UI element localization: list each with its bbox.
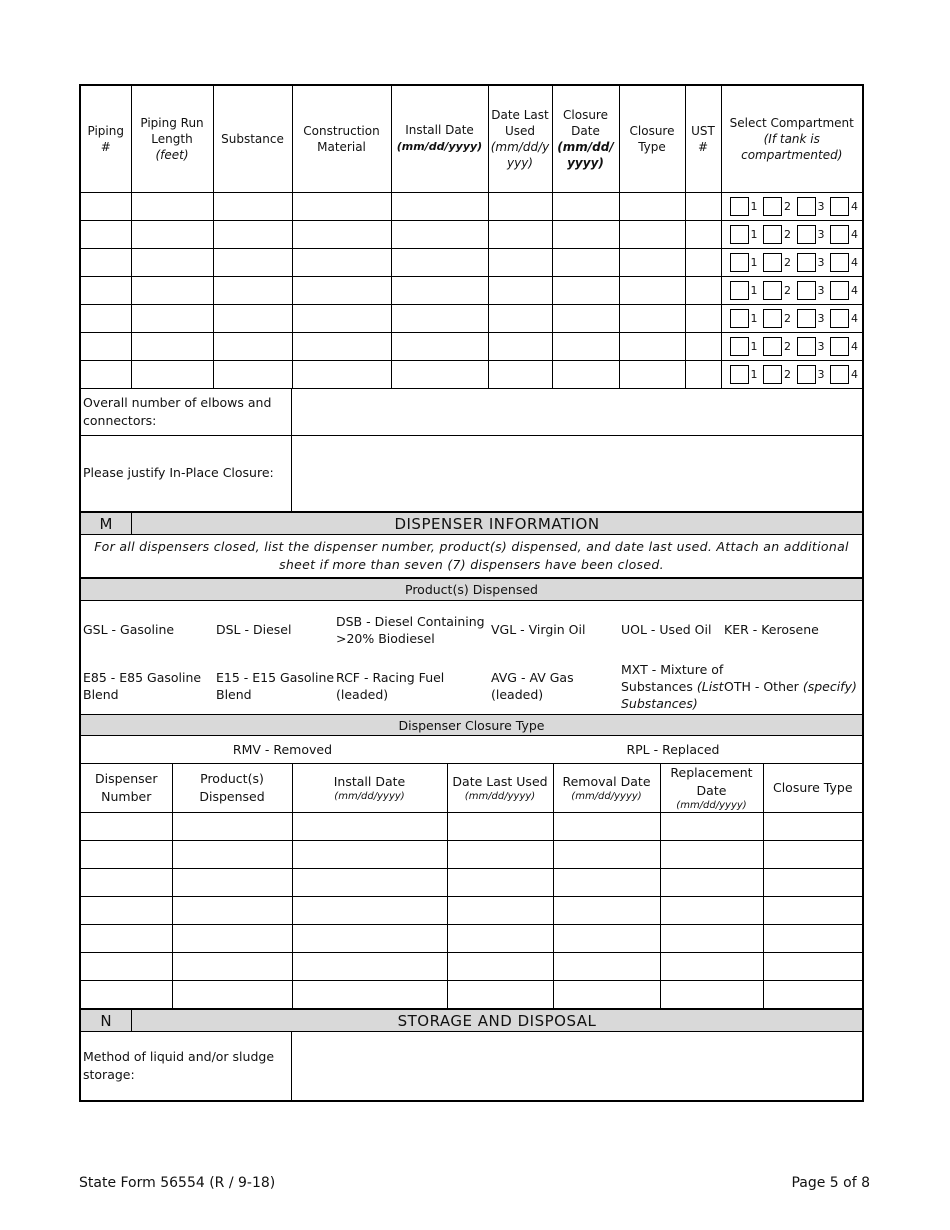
dispenser-row [81, 896, 862, 924]
dispenser-cell[interactable] [172, 980, 292, 1008]
product-code-item [83, 605, 216, 655]
dispenser-row [81, 924, 862, 952]
dispenser-row [81, 980, 862, 1008]
dispenser-header-label: Replacement Date [670, 764, 753, 798]
compartment-checkbox[interactable] [730, 337, 749, 356]
dispenser-row [81, 868, 862, 896]
compartment-checkbox[interactable] [763, 197, 782, 216]
piping-row [81, 192, 862, 220]
closure-type-removed: RMV - Removed [232, 741, 333, 757]
dispenser-header-label: Date Last Used [452, 773, 548, 789]
dispenser-cell[interactable] [763, 896, 862, 924]
compartment-checkbox[interactable] [730, 309, 749, 328]
compartment-checkbox[interactable] [830, 225, 849, 244]
header-closure-date: Closure Date (mm/dd/yyyy) [552, 86, 619, 192]
product-code-item [724, 661, 860, 712]
dispenser-cell[interactable] [553, 980, 660, 1008]
compartment-checkbox[interactable] [797, 309, 816, 328]
compartment-label: 3 [817, 367, 825, 381]
closure-type-cell[interactable] [619, 192, 685, 220]
product-code-item [491, 661, 621, 712]
product-code-item [336, 661, 491, 712]
date-last-used-cell[interactable] [488, 192, 552, 220]
piping-row [81, 304, 862, 332]
compartment-checkbox[interactable] [730, 225, 749, 244]
piping-row [81, 360, 862, 388]
header-closure-type: Closure Type [619, 86, 685, 192]
product-code-item [491, 605, 621, 655]
closure-type-cell[interactable] [619, 276, 685, 304]
construction-material-cell[interactable] [292, 360, 391, 388]
compartment-label: 3 [817, 227, 825, 241]
dispenser-cell[interactable] [447, 952, 553, 980]
dispenser-instructions: For all dispensers closed, list the dispenser number, product(s) dispensed, and date last used. Attach an additional sheet if more than seven (7) dispensers have been closed. [81, 535, 862, 579]
piping-row [81, 276, 862, 304]
closure-type-cell[interactable] [619, 248, 685, 276]
dispenser-cell[interactable] [447, 980, 553, 1008]
compartment-checkbox[interactable] [830, 337, 849, 356]
compartment-cell [721, 304, 862, 332]
dispenser-cell[interactable] [660, 924, 763, 952]
products-heading: Product(s) Dispensed [81, 579, 862, 601]
closure-date-cell[interactable] [552, 360, 619, 388]
product-code-item [216, 661, 336, 712]
piping-row [81, 248, 862, 276]
dispenser-cell[interactable] [292, 896, 447, 924]
dispenser-header-cell [81, 764, 172, 813]
piping-number-cell[interactable] [81, 248, 131, 276]
dispenser-cell[interactable] [763, 868, 862, 896]
piping-number-cell[interactable] [81, 276, 131, 304]
ust-number-cell[interactable] [685, 332, 721, 360]
piping-row [81, 220, 862, 248]
piping-header-row [81, 86, 862, 192]
compartment-label: 1 [750, 227, 758, 241]
substance-cell[interactable] [213, 192, 292, 220]
piping-row [81, 332, 862, 360]
compartment-label: 2 [784, 339, 791, 353]
construction-material-cell[interactable] [292, 332, 391, 360]
compartment-checkbox[interactable] [797, 225, 816, 244]
dispenser-header-format: (mm/dd/yyyy) [676, 799, 747, 811]
compartment-cell [721, 220, 862, 248]
dispenser-cell[interactable] [81, 980, 172, 1008]
compartment-label: 4 [851, 255, 858, 269]
compartment-label: 2 [784, 227, 791, 241]
product-code-text: VGL - Virgin Oil [491, 622, 586, 637]
construction-material-cell[interactable] [292, 192, 391, 220]
dispenser-row [81, 840, 862, 868]
closure-date-cell[interactable] [552, 248, 619, 276]
header-piping-run-length: Piping Run Length (feet) [131, 86, 213, 192]
product-code-text: DSB - Diesel Containing >20% Biodiesel [336, 613, 485, 646]
compartment-cell [721, 332, 862, 360]
compartment-label: 4 [851, 367, 858, 381]
dispenser-cell[interactable] [553, 952, 660, 980]
compartment-label: 1 [750, 367, 758, 381]
dispenser-cell[interactable] [172, 812, 292, 840]
closure-date-cell[interactable] [552, 220, 619, 248]
dispenser-cell[interactable] [81, 924, 172, 952]
dispenser-cell[interactable] [553, 812, 660, 840]
product-code-note: (List Substances) [621, 678, 724, 711]
dispenser-cell[interactable] [553, 896, 660, 924]
compartment-label: 3 [817, 311, 825, 325]
dispenser-cell[interactable] [172, 924, 292, 952]
compartment-label: 4 [851, 339, 858, 353]
dispenser-cell[interactable] [292, 952, 447, 980]
piping-number-cell[interactable] [81, 304, 131, 332]
dispenser-cell[interactable] [660, 840, 763, 868]
justify-row [81, 435, 862, 511]
install-date-cell[interactable] [391, 220, 488, 248]
product-code-item [724, 605, 860, 655]
install-date-cell[interactable] [391, 248, 488, 276]
dispenser-cell[interactable] [172, 896, 292, 924]
section-n-header [81, 1008, 862, 1032]
product-code-item [621, 605, 724, 655]
dispenser-cell[interactable] [660, 980, 763, 1008]
justify-label: Please justify In-Place Closure: [81, 436, 292, 511]
run-length-cell[interactable] [131, 304, 213, 332]
dispenser-cell[interactable] [447, 924, 553, 952]
dispenser-header-label: Closure Type [772, 779, 853, 795]
dispenser-header-format: (mm/dd/yyyy) [571, 790, 642, 802]
compartment-label: 1 [750, 255, 758, 269]
compartment-checkbox[interactable] [797, 197, 816, 216]
closure-type-cell[interactable] [619, 360, 685, 388]
header-date-last-used: Date Last Used (mm/dd/yyyy) [488, 86, 552, 192]
compartment-label: 3 [817, 199, 825, 213]
dispenser-header-label: Removal Date [562, 773, 651, 789]
closure-type-heading: Dispenser Closure Type [81, 714, 862, 736]
run-length-cell[interactable] [131, 360, 213, 388]
dispenser-header-cell [447, 764, 553, 813]
storage-method-field[interactable] [292, 1032, 862, 1100]
compartment-label: 2 [784, 311, 791, 325]
install-date-cell[interactable] [391, 304, 488, 332]
date-last-used-cell[interactable] [488, 360, 552, 388]
piping-number-cell[interactable] [81, 192, 131, 220]
dispenser-header-cell [763, 764, 862, 813]
compartment-label: 4 [851, 199, 858, 213]
date-last-used-cell[interactable] [488, 332, 552, 360]
date-last-used-cell[interactable] [488, 220, 552, 248]
dispenser-cell[interactable] [172, 952, 292, 980]
compartment-cell [721, 248, 862, 276]
compartment-label: 2 [784, 255, 791, 269]
compartment-checkbox[interactable] [763, 365, 782, 384]
dispenser-header-format: (mm/dd/yyyy) [464, 790, 536, 802]
install-date-cell[interactable] [391, 192, 488, 220]
install-date-cell[interactable] [391, 332, 488, 360]
install-date-cell[interactable] [391, 276, 488, 304]
construction-material-cell[interactable] [292, 248, 391, 276]
header-install-date: Install Date (mm/dd/yyyy) [391, 86, 488, 192]
dispenser-cell[interactable] [292, 924, 447, 952]
dispenser-header-row [81, 764, 862, 813]
compartment-label: 3 [817, 255, 825, 269]
piping-number-cell[interactable] [81, 332, 131, 360]
dispenser-header-cell [172, 764, 292, 813]
product-code-text: RCF - Racing Fuel (leaded) [336, 670, 445, 702]
storage-method-row [81, 1032, 862, 1100]
compartment-label: 2 [784, 367, 791, 381]
header-ust-number: UST # [685, 86, 721, 192]
compartment-checkbox[interactable] [763, 253, 782, 272]
page-number: Page 5 of 8 [791, 1175, 870, 1191]
compartment-label: 1 [750, 283, 758, 297]
dispenser-cell[interactable] [292, 868, 447, 896]
compartment-checkbox[interactable] [763, 225, 782, 244]
ust-number-cell[interactable] [685, 248, 721, 276]
dispenser-cell[interactable] [660, 952, 763, 980]
compartment-label: 2 [784, 199, 791, 213]
dispenser-cell[interactable] [763, 924, 862, 952]
ust-number-cell[interactable] [685, 276, 721, 304]
dispenser-header-format: (mm/dd/yyyy) [334, 790, 405, 802]
dispenser-cell[interactable] [172, 868, 292, 896]
justify-field[interactable] [292, 436, 862, 511]
section-m-header [81, 511, 862, 535]
dispenser-cell[interactable] [447, 812, 553, 840]
dispenser-header-cell [660, 764, 763, 813]
storage-method-label: Method of liquid and/or sludge storage: [81, 1032, 292, 1100]
ust-number-cell[interactable] [685, 192, 721, 220]
compartment-checkbox[interactable] [763, 281, 782, 300]
section-n-title: STORAGE AND DISPOSAL [397, 1012, 597, 1030]
closure-type-cell[interactable] [619, 220, 685, 248]
dispenser-cell[interactable] [763, 952, 862, 980]
substance-cell[interactable] [213, 248, 292, 276]
date-last-used-cell[interactable] [488, 304, 552, 332]
ust-number-cell[interactable] [685, 304, 721, 332]
closure-form [79, 84, 864, 1102]
product-code-text: AVG - AV Gas (leaded) [491, 670, 574, 702]
compartment-label: 2 [784, 283, 791, 297]
closure-date-cell[interactable] [552, 332, 619, 360]
compartment-checkbox[interactable] [830, 309, 849, 328]
product-code-item [621, 661, 724, 712]
ust-number-cell[interactable] [685, 220, 721, 248]
product-code-text: E15 - E15 Gasoline Blend [216, 670, 335, 702]
product-code-text: MXT - Mixture of Substances [621, 661, 724, 694]
compartment-checkbox[interactable] [830, 197, 849, 216]
compartment-label: 4 [851, 227, 858, 241]
dispenser-cell[interactable] [763, 812, 862, 840]
dispenser-cell[interactable] [763, 840, 862, 868]
closure-date-cell[interactable] [552, 192, 619, 220]
dispenser-header-cell [292, 764, 447, 813]
dispenser-cell[interactable] [81, 896, 172, 924]
closure-date-cell[interactable] [552, 276, 619, 304]
run-length-cell[interactable] [131, 276, 213, 304]
dispenser-cell[interactable] [553, 924, 660, 952]
construction-material-cell[interactable] [292, 276, 391, 304]
dispenser-table [81, 764, 862, 1009]
compartment-checkbox[interactable] [797, 281, 816, 300]
product-code-text: GSL - Gasoline [83, 622, 175, 637]
product-code-text: E85 - E85 Gasoline Blend [83, 670, 202, 702]
dispenser-cell[interactable] [763, 980, 862, 1008]
piping-number-cell[interactable] [81, 220, 131, 248]
piping-table [81, 86, 862, 389]
dispenser-cell[interactable] [172, 840, 292, 868]
section-n-letter: N [81, 1010, 132, 1031]
run-length-cell[interactable] [131, 220, 213, 248]
compartment-checkbox[interactable] [797, 337, 816, 356]
compartment-cell [721, 276, 862, 304]
compartment-label: 4 [851, 311, 858, 325]
closure-type-replaced: RPL - Replaced [626, 741, 720, 757]
compartment-checkbox[interactable] [797, 253, 816, 272]
dispenser-cell[interactable] [292, 840, 447, 868]
compartment-checkbox[interactable] [763, 337, 782, 356]
elbows-row [81, 389, 862, 435]
dispenser-header-cell [553, 764, 660, 813]
product-code-item [336, 605, 491, 655]
section-m-letter: M [81, 513, 132, 534]
dispenser-cell[interactable] [660, 868, 763, 896]
construction-material-cell[interactable] [292, 220, 391, 248]
compartment-checkbox[interactable] [730, 281, 749, 300]
header-select-compartment: Select Compartment (If tank is compartmented) [721, 86, 862, 192]
construction-material-cell[interactable] [292, 304, 391, 332]
substance-cell[interactable] [213, 276, 292, 304]
run-length-cell[interactable] [131, 248, 213, 276]
compartment-checkbox[interactable] [830, 253, 849, 272]
compartment-checkbox[interactable] [830, 365, 849, 384]
dispenser-cell[interactable] [553, 840, 660, 868]
dispenser-cell[interactable] [660, 812, 763, 840]
install-date-cell[interactable] [391, 360, 488, 388]
product-code-text: OTH - Other [724, 678, 799, 694]
header-construction-material: Construction Material [292, 86, 391, 192]
product-code-text: UOL - Used Oil [621, 622, 712, 637]
closure-type-cell[interactable] [619, 332, 685, 360]
compartment-cell [721, 192, 862, 220]
substance-cell[interactable] [213, 332, 292, 360]
product-code-item [216, 605, 336, 655]
form-id: State Form 56554 (R / 9-18) [79, 1175, 276, 1191]
compartment-label: 1 [750, 339, 758, 353]
dispenser-cell[interactable] [81, 952, 172, 980]
product-code-note: (specify) [802, 678, 857, 694]
elbows-field[interactable] [292, 389, 862, 435]
dispenser-cell[interactable] [81, 812, 172, 840]
compartment-checkbox[interactable] [797, 365, 816, 384]
piping-number-cell[interactable] [81, 360, 131, 388]
date-last-used-cell[interactable] [488, 276, 552, 304]
date-last-used-cell[interactable] [488, 248, 552, 276]
compartment-cell [721, 360, 862, 388]
ust-number-cell[interactable] [685, 360, 721, 388]
run-length-cell[interactable] [131, 332, 213, 360]
dispenser-row [81, 812, 862, 840]
section-m-title: DISPENSER INFORMATION [394, 514, 600, 533]
compartment-label: 4 [851, 283, 858, 297]
product-code-item [83, 661, 216, 712]
product-code-text: KER - Kerosene [724, 622, 819, 637]
compartment-label: 1 [750, 311, 758, 325]
dispenser-cell[interactable] [292, 812, 447, 840]
closure-type-cell[interactable] [619, 304, 685, 332]
closure-type-legend [81, 736, 862, 764]
product-code-text: DSL - Diesel [216, 622, 292, 637]
dispenser-cell[interactable] [81, 840, 172, 868]
substance-cell[interactable] [213, 220, 292, 248]
dispenser-cell[interactable] [447, 896, 553, 924]
elbows-label: Overall number of elbows and connectors: [81, 389, 292, 435]
substance-cell[interactable] [213, 360, 292, 388]
products-list [81, 601, 862, 714]
dispenser-header-label: Install Date [333, 773, 406, 789]
dispenser-cell[interactable] [81, 868, 172, 896]
run-length-cell[interactable] [131, 192, 213, 220]
dispenser-cell[interactable] [447, 868, 553, 896]
dispenser-cell[interactable] [447, 840, 553, 868]
dispenser-row [81, 952, 862, 980]
closure-date-cell[interactable] [552, 304, 619, 332]
compartment-checkbox[interactable] [730, 197, 749, 216]
compartment-checkbox[interactable] [830, 281, 849, 300]
compartment-checkbox[interactable] [730, 365, 749, 384]
compartment-checkbox[interactable] [763, 309, 782, 328]
dispenser-header-label: Dispenser Number [95, 770, 158, 804]
dispenser-cell[interactable] [660, 896, 763, 924]
header-substance: Substance [213, 86, 292, 192]
dispenser-header-label: Product(s) Dispensed [199, 770, 265, 804]
dispenser-cell[interactable] [292, 980, 447, 1008]
dispenser-cell[interactable] [553, 868, 660, 896]
compartment-label: 3 [817, 283, 825, 297]
header-piping-number: Piping # [81, 86, 131, 192]
compartment-label: 1 [750, 199, 758, 213]
substance-cell[interactable] [213, 304, 292, 332]
compartment-label: 3 [817, 339, 825, 353]
compartment-checkbox[interactable] [730, 253, 749, 272]
